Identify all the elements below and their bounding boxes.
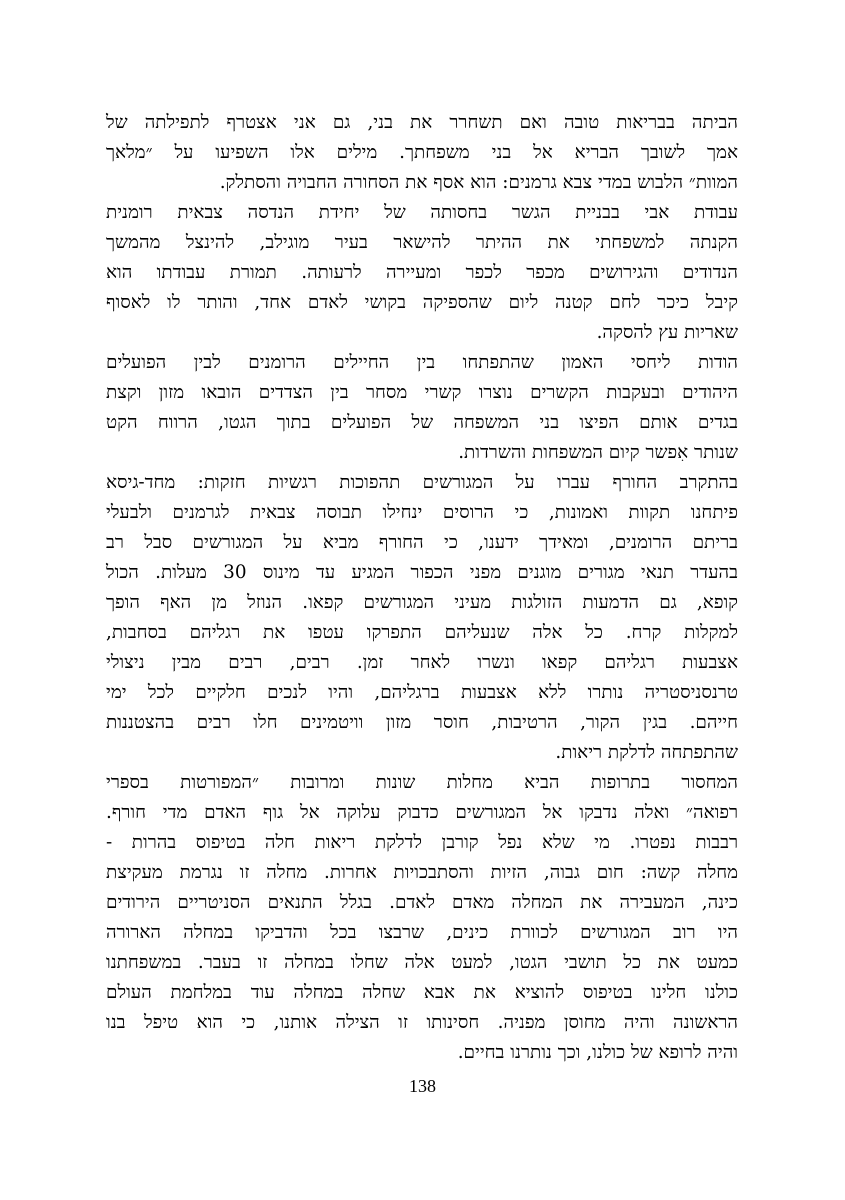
- text-line: המחסור בתרופות הביא מחלות שונות ומרובות ״המפורטות בספרי: [106, 772, 738, 793]
- text-line: המוות״ הלבוש במדי צבא גרמנים: הוא אסף את הסחורה החבויה והסתלק.: [219, 172, 738, 193]
- text-line: אמך לשובך הבריא אל בני משפחתך. מילים אלו השפיעו על ״מלאך: [106, 142, 738, 163]
- text-line: טרנסניסטריה נותרו ללא אצבעות ברגליהם, והיו לנכים חלקיים לכל ימי: [106, 682, 738, 703]
- text-line: פיתחנו תקוות ואמונות, כי הרוסים ינחילו תבוסה צבאית לגרמנים ולבעלי: [106, 502, 738, 523]
- text-line: הנדודים והגירושים מכפר לכפר ומעיירה לרעותה. תמורת עבודתו הוא: [106, 262, 738, 283]
- text-line: קיבל כיכר לחם קטנה ליום שהספיקה בקושי לאדם אחד, והותר לו לאסוף: [106, 292, 738, 313]
- text-line: שנותר אִפשר קיום המשפחות והשרדות.: [458, 442, 738, 463]
- text-line: כמעט את כל תושבי הגטו, למעט אלה שחלו במחלה זו בעבר. במשפחתנו: [106, 952, 738, 973]
- text-line: כולנו חלינו בטיפוס להוציא את אבא שחלה במחלה עוד במלחמת העולם: [106, 982, 738, 1003]
- body-text: [106, 108, 738, 1068]
- text-line: עבודת אבי בבניית הגשר בחסותה של יחידת הנדסה צבאית רומנית: [106, 202, 738, 223]
- text-line: רפואה״ ואלה נדבקו אל המגורשים כדבוק עלוקה אל גוף האדם מדי חורף.: [106, 802, 738, 823]
- text-line: מחלה קשה: חום גבוה, הזיות והסתבכויות אחרות. מחלה זו נגרמת מעקיצת: [106, 862, 738, 883]
- text-line: רבבות נפטרו. מי שלא נפל קורבן לדלקת ריאות חלה בטיפוס בהרות -: [106, 832, 738, 853]
- text-line: כינה, המעבירה את המחלה מאדם לאדם. בגלל התנאים הסניטריים הירודים: [106, 892, 738, 913]
- text-line: הודות ליחסי האמון שהתפתחו בין החיילים הרומנים לבין הפועלים: [106, 352, 738, 373]
- text-line: הביתה בבריאות טובה ואם תשחרר את בני, גם אני אצטרף לתפילתה של: [106, 112, 738, 133]
- text-line: שאריות עץ להסקה.: [596, 322, 738, 343]
- text-line: היהודים ובעקבות הקשרים נוצרו קשרי מסחר בין הצדדים הובאו מזון וקצת: [106, 382, 738, 403]
- text-line: חייהם. בגין הקור, הרטיבות, חוסר מזון וויטמינים חלו רבים בהצטננות: [106, 712, 738, 733]
- text-line: למקלות קרח. כל אלה שנעליהם התפרקו עטפו את רגליהם בסחבות,: [106, 622, 738, 643]
- text-line: היו רוב המגורשים לכוורת כינים, שרבצו בכל והדביקו במחלה הארורה: [106, 922, 738, 943]
- text-line: בריתם הרומנים, ומאידך ידענו, כי החורף מביא על המגורשים סבל רב: [106, 532, 738, 553]
- text-line: בהתקרב החורף עברו על המגורשים תהפוכות רגשיות חזקות: מחד-גיסא: [106, 472, 738, 493]
- text-line: והיה לרופא של כולנו, וכך נותרנו בחיים.: [457, 1042, 738, 1063]
- text-line: בגדים אותם הפיצו בני המשפחה של הפועלים בתוך הגטו, הרווח הקט: [106, 412, 738, 433]
- text-line: קופא, גם הדמעות הזולגות מעיני המגורשים קפאו. הנוזל מן האף הופך: [106, 592, 738, 613]
- page-number: 138: [409, 1076, 436, 1096]
- text-line: הראשונה והיה מחוסן מפניה. חסינותו זו הצילה אותנו, כי הוא טיפל בנו: [106, 1012, 738, 1033]
- text-line: אצבעות רגליהם קפאו ונשרו לאחר זמן. רבים, רבים מבין ניצולי: [106, 652, 738, 673]
- text-line: הקנתה למשפחתי את ההיתר להישאר בעיר מוגילב, להינצל מהמשך: [106, 232, 738, 253]
- text-line: בהעדר תנאי מגורים מוגנים מפני הכפור המגיע עד מינוס 30 מעלות. הכול: [106, 562, 739, 583]
- text-line: שהתפתחה לדלקת ריאות.: [555, 742, 738, 763]
